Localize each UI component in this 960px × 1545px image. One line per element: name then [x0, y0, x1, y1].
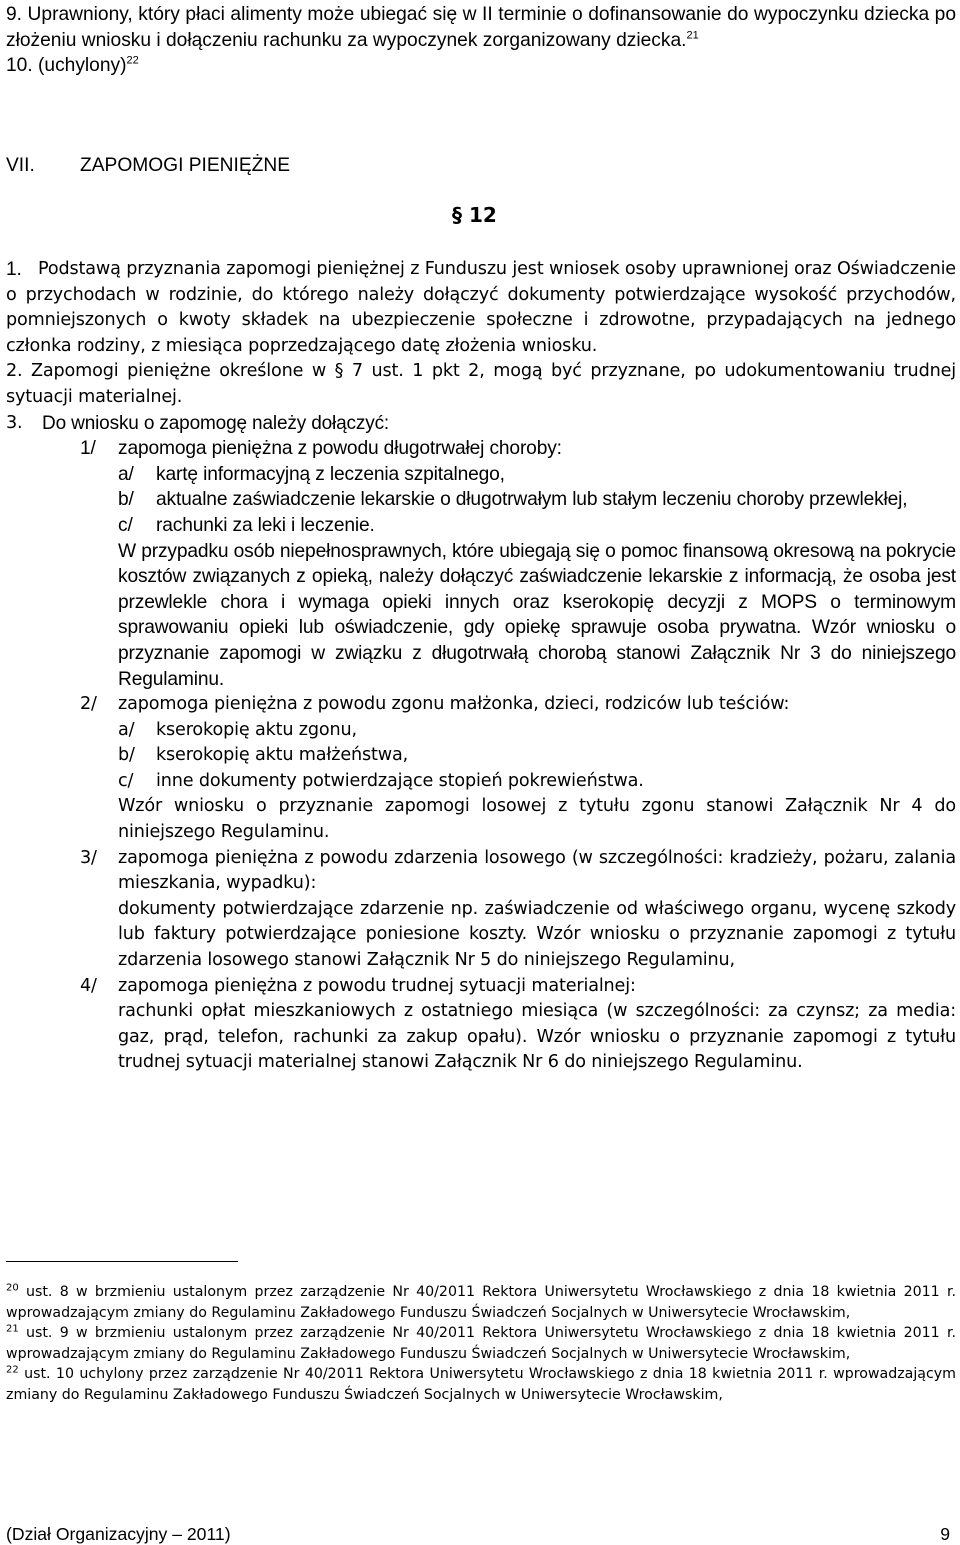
subitem-4-title: zapomoga pieniężna z powodu trudnej sytuacji materialnej:: [118, 975, 636, 996]
item-2-text: Zapomogi pieniężne określone w § 7 ust. 1 pkt 2, mogą być przyznane, po udokumentowaniu trudnej sytuacji materialnej.: [6, 361, 956, 407]
chapter-number: VII.: [6, 155, 35, 176]
paragraph-9-text: 9. Uprawniony, który płaci alimenty może ubiegać się w II terminie o dofinansowanie do wypoczynku dziecka po złożeniu wniosku i dołączeniu rachunku za wypoczynek zorganizowany dziecka.: [6, 4, 956, 51]
paragraph-9: [6, 2, 956, 79]
item-1: 1. Podstawą przyznania zapomogi pieniężnej z Funduszu jest wniosek osoby uprawnionej oraz Oświadczenie o przychodach w rodzinie, do którego należy dołączyć dokumenty potwierdzające wysokość przychodów, pomniejszonych o kwoty składek na ubezpieczenie społeczne i zdrowotne, przypadających na jednego członka rodziny, z miesiąca poprzedzającego datę złożenia wniosku.: [6, 257, 956, 359]
footnote-separator: [6, 1261, 238, 1262]
subitem-1b: aktualne zaświadczenie lekarskie o długotrwałym lub stałym leczeniu choroby przewlekłej,: [156, 489, 908, 511]
subitem-2-title: zapomoga pieniężna z powodu zgonu małżonka, dzieci, rodziców lub teściów:: [118, 694, 790, 715]
subitem-3-note: dokumenty potwierdzające zdarzenie np. zaświadczenie od właściwego organu, wycenę szkody lub faktury potwierdzające poniesione koszty. Wzór wniosku o przyznanie zapomogi z tytułu zdarzenia losowego stanowi Załącznik Nr 5 do niniejszego Regulaminu,: [118, 898, 956, 971]
subitem-1: 1/ zapomoga pieniężna z powodu długotrwałej choroby: a/ kartę informacyjną z leczenia szpitalnego, b/ aktualne zaświadczenie lekarskie o długotrwałym lub stałym leczeniu choroby przewlekłej, c/ rachunki za leki i leczenie. W przypadku osób niepełnosprawnych, które ubiegają się o pomoc finansową okresową na pokrycie kosztów związanych z opieką, należy dołączyć zaświadczenie lekarskie z informacją, że osoba jest przewlekle chora i wymaga opieki innych oraz kserokopię decyzji z MOPS o terminowym sprawowaniu opieki lub oświadczenie, gdy opiekę sprawuje osoba prywatna. Wzór wniosku o przyznanie zapomogi w związku z długotrwałą chorobą stanowi Załącznik Nr 3 do niniejszego Regulaminu.: [6, 436, 956, 692]
paragraph-10-text: 10. (uchylony): [6, 55, 127, 77]
item-1-text: Podstawą przyznania zapomogi pieniężnej z Funduszu jest wniosek osoby uprawnionej oraz Oświadczenie o przychodach w rodzinie, do którego należy dołączyć dokumenty potwierdzające wysokość przychodów, pomniejszonych o kwoty składek na ubezpieczenie społeczne i zdrowotne, przypadających na jednego członka rodziny, z miesiąca poprzedzającego datę złożenia wniosku.: [6, 259, 956, 356]
chapter-heading: [6, 155, 291, 177]
footer-department: (Dział Organizacyjny – 2011): [6, 1524, 231, 1544]
subitem-1c: rachunki za leki i leczenie.: [156, 514, 375, 536]
subitem-4: 4/ zapomoga pieniężna z powodu trudnej sytuacji materialnej: rachunki opłat mieszkaniowych z ostatniego miesiąca (w szczególności: za czynsz; za media: gaz, prąd, telefon, rachunki za zakup opału). Wzór wniosku o przyznanie zapomogi z tytułu trudnej sytuacji materialnej stanowi Załącznik Nr 6 do niniejszego Regulaminu.: [6, 974, 956, 1076]
page-footer: [6, 1524, 956, 1545]
subitem-3: 3/ zapomoga pieniężna z powodu zdarzenia losowego (w szczególności: kradzieży, pożaru, zalania mieszkania, wypadku): dokumenty potwierdzające zdarzenie np. zaświadczenie od właściwego organu, wycenę szkody lub faktury potwierdzające poniesione koszty. Wzór wniosku o przyznanie zapomogi z tytułu zdarzenia losowego stanowi Załącznik Nr 5 do niniejszego Regulaminu,: [6, 846, 956, 974]
footnote-ref-22[interactable]: 22: [126, 54, 139, 67]
subitem-2: 2/ zapomoga pieniężna z powodu zgonu małżonka, dzieci, rodziców lub teściów: a/ kserokopię aktu zgonu, b/ kserokopię aktu małżeństwa, c/ inne dokumenty potwierdzające stopień pokrewieństwa. Wzór wniosku o przyznanie zapomogi losowej z tytułu zgonu stanowi Załącznik Nr 4 do niniejszego Regulaminu.: [6, 692, 956, 846]
item-2: 2. Zapomogi pieniężne określone w § 7 ust. 1 pkt 2, mogą być przyznane, po udokumentowaniu trudnej sytuacji materialnej.: [6, 359, 956, 410]
subitem-4-note: rachunki opłat mieszkaniowych z ostatniego miesiąca (w szczególności: za czynsz; za media: gaz, prąd, telefon, rachunki za zakup opału). Wzór wniosku o przyznanie zapomogi z tytułu trudnej sytuacji materialnej stanowi Załącznik Nr 6 do niniejszego Regulaminu.: [118, 1001, 956, 1073]
subitem-2a: kserokopię aktu zgonu,: [156, 719, 357, 740]
subitem-2-note: Wzór wniosku o przyznanie zapomogi losowej z tytułu zgonu stanowi Załącznik Nr 4 do niniejszego Regulaminu.: [118, 796, 956, 843]
item-3-text: Do wniosku o zapomogę należy dołączyć:: [42, 412, 390, 434]
paragraph-10: [6, 53, 956, 79]
footnote-20: $^{20}$ ust. 8 w brzmieniu ustalonym przez zarządzenie Nr 40/2011 Rektora Uniwersytetu Wrocławskiego z dnia 18 kwietnia 2011 r. wprowadzającym zmiany do Regulaminu Zakładowego Funduszu Świadczeń Socjalnych w Uniwersytecie Wrocławskim,: [6, 1282, 956, 1321]
item-3: 3. Do wniosku o zapomogę należy dołączyć:: [6, 411, 956, 437]
page-number: 9: [940, 1524, 950, 1544]
footnotes: [6, 1282, 956, 1405]
subitem-2c: inne dokumenty potwierdzające stopień pokrewieństwa.: [156, 770, 644, 791]
chapter-title: ZAPOMOGI PIENIĘŻNE: [80, 155, 291, 176]
subitem-1-note: W przypadku osób niepełnosprawnych, które ubiegają się o pomoc finansową okresową na pokrycie kosztów związanych z opieką, należy dołączyć zaświadczenie lekarskie z informacją, że osoba jest przewlekle chora i wymaga opieki innych oraz kserokopię decyzji z MOPS o terminowym sprawowaniu opieki lub oświadczenie, gdy opiekę sprawuje osoba prywatna. Wzór wniosku o przyznanie zapomogi w związku z długotrwałą chorobą stanowi Załącznik Nr 3 do niniejszego Regulaminu.: [118, 540, 956, 690]
subitem-3-title: zapomoga pieniężna z powodu zdarzenia losowego (w szczególności: kradzieży, pożaru, zalania mieszkania, wypadku):: [118, 847, 956, 894]
footnote-21: $^{21}$ ust. 9 w brzmieniu ustalonym przez zarządzenie Nr 40/2011 Rektora Uniwersytetu Wrocławskiego z dnia 18 kwietnia 2011 r. wprowadzającym zmiany do Regulaminu Zakładowego Funduszu Świadczeń Socjalnych w Uniwersytecie Wrocławskim,: [6, 1323, 956, 1362]
subitem-2b: kserokopię aktu małżeństwa,: [156, 745, 409, 766]
section-body: [6, 257, 956, 1076]
footnote-ref-21[interactable]: 21: [686, 29, 699, 42]
footnote-22: $^{22}$ ust. 10 uchylony przez zarządzenie Nr 40/2011 Rektora Uniwersytetu Wrocławskiego z dnia 18 kwietnia 2011 r. wprowadzającym zmiany do Regulaminu Zakładowego Funduszu Świadczeń Socjalnych w Uniwersytecie Wrocławskim,: [6, 1364, 957, 1403]
subitem-1a: kartę informacyjną z leczenia szpitalnego,: [156, 463, 505, 485]
subitem-1-title: zapomoga pieniężna z powodu długotrwałej choroby:: [118, 438, 562, 460]
section-heading: § 12: [452, 203, 497, 227]
